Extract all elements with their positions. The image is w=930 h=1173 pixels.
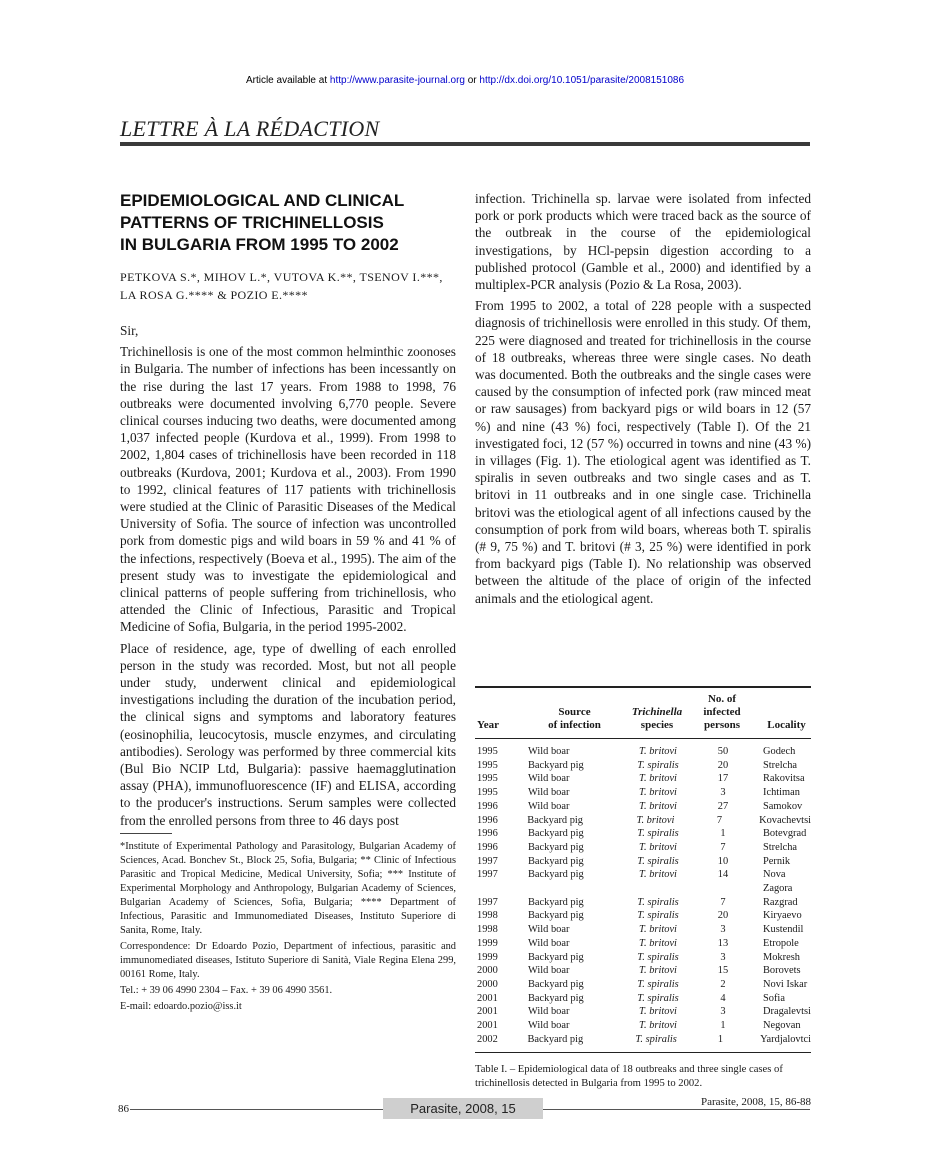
cell-persons: 1	[720, 1020, 726, 1032]
cell-locality: Yardjalovtci	[760, 1033, 811, 1045]
citation: Parasite, 2008, 15, 86-88	[701, 1096, 811, 1108]
header-source: Source of infection	[548, 706, 601, 731]
cell-source: Wild boar	[528, 965, 570, 977]
cell-source: Wild boar	[528, 937, 570, 949]
cell-year: 1999	[477, 951, 498, 963]
footnotes	[120, 840, 456, 1014]
left-column	[120, 190, 456, 1016]
cell-persons: 3	[720, 951, 726, 963]
correspondence-note: Correspondence: Dr Edoardo Pozio, Department of infectious, parasitic and immunomediated diseases, Istituto Superiore di Sanità, Viale Regina Elena 299, 00161 Rome, Italy.	[120, 940, 456, 980]
cell-persons: 20	[717, 759, 729, 771]
cell-species: T. britovi	[639, 787, 677, 799]
table-row	[475, 923, 811, 937]
table-row	[475, 1033, 811, 1047]
cell-year: 1995	[477, 787, 498, 799]
table-row	[475, 745, 811, 759]
cell-source: Backyard pig	[528, 841, 584, 853]
table-row	[475, 978, 811, 992]
header-persons: No. of infected persons	[703, 693, 741, 731]
cell-species: T. britovi	[639, 746, 677, 757]
table-row	[475, 786, 811, 800]
table-row	[475, 964, 811, 978]
cell-locality: Pernik	[763, 855, 791, 867]
cell-source: Wild boar	[528, 773, 570, 785]
section-rubric: LETTRE À LA RÉDACTION	[120, 116, 380, 141]
table-header-rule	[475, 738, 811, 739]
cell-locality: Kustendil	[763, 924, 804, 936]
cell-species: T. spiralis	[637, 896, 679, 908]
table-row	[475, 1005, 811, 1019]
cell-source: Backyard pig	[528, 910, 584, 922]
cell-species: T. spiralis	[637, 910, 679, 922]
cell-species: T. britovi	[639, 965, 677, 977]
right-column	[475, 190, 811, 611]
cell-source: Wild boar	[528, 1006, 570, 1018]
cell-source: Backyard pig	[528, 992, 584, 1004]
cell-year: 1999	[477, 937, 498, 949]
cell-locality: Sofia	[763, 992, 785, 1004]
cell-persons: 15	[717, 965, 729, 977]
cell-locality: Godech	[763, 746, 796, 757]
cell-year: 1996	[477, 814, 498, 826]
table-row	[475, 855, 811, 869]
cell-locality: Razgrad	[763, 896, 798, 908]
affiliations-note: *Institute of Experimental Pathology and Parasitology, Bulgarian Academy of Sciences, Acad. Bonchev St., Block 25, Sofia, Bulgaria; ** Clinic of Infectious Parasitic and Tropical Medicine, Medical University, Sofia; *** Institute of Experimental Morphology and Anthropology, Bulgarian Academy of Sciences, Bulgarian Academy of Sciences, Sofia, Bulgaria; **** Department of Infectious, Parasitic and Immunomediated Diseases, Instituto Superiore di Sanita, Rome, Italy.	[120, 840, 456, 936]
table-1	[475, 686, 811, 1091]
cell-locality: Negovan	[763, 1020, 801, 1032]
salutation: Sir,	[120, 323, 139, 338]
cell-source: Backyard pig	[528, 951, 584, 963]
cell-species: T. britovi	[639, 924, 677, 936]
table-body	[475, 745, 811, 1046]
cell-locality: Botevgrad	[763, 828, 807, 840]
cell-source: Backyard pig	[528, 869, 584, 881]
cell-species: T. spiralis	[637, 992, 679, 1004]
cell-source: Wild boar	[528, 800, 570, 812]
article-title: EPIDEMIOLOGICAL AND CLINICAL PATTERNS OF TRICHINELLOSIS IN BULGARIA FROM 1995 TO 2002	[120, 191, 405, 254]
cell-source: Backyard pig	[528, 896, 584, 908]
cell-source: Backyard pig	[527, 814, 583, 826]
cell-year: 1997	[477, 869, 498, 881]
header-year: Year	[477, 719, 499, 731]
cell-persons: 50	[717, 746, 729, 757]
cell-persons: 10	[717, 855, 729, 867]
cell-year: 2001	[477, 1020, 498, 1032]
table-row	[475, 992, 811, 1006]
rubric-rule	[120, 142, 810, 146]
cell-source: Backyard pig	[528, 978, 584, 990]
cell-persons: 13	[717, 937, 729, 949]
page-number: 86	[118, 1103, 129, 1115]
cell-locality: Dragalevtsi	[763, 1006, 811, 1018]
cell-persons: 14	[717, 869, 729, 881]
doi-link[interactable]: http://dx.doi.org/10.1051/parasite/2008151086	[479, 75, 685, 86]
cell-source: Backyard pig	[528, 828, 584, 840]
journal-box: Parasite, 2008, 15	[383, 1098, 543, 1119]
table-row	[475, 814, 811, 828]
cell-year: 1996	[477, 828, 498, 840]
cell-locality: Etropole	[763, 937, 799, 949]
cell-year: 1998	[477, 924, 498, 936]
cell-species: T. britovi	[636, 814, 675, 826]
cell-species: T. spiralis	[637, 759, 679, 771]
cell-persons: 20	[717, 910, 729, 922]
table-row	[475, 759, 811, 773]
cell-year: 1997	[477, 855, 498, 867]
cell-year: 2001	[477, 1006, 498, 1018]
cell-year: 1998	[477, 910, 498, 922]
header-locality: Locality	[767, 719, 806, 731]
cell-year: 2000	[477, 965, 498, 977]
cell-locality: Samokov	[763, 800, 803, 812]
cell-persons: 3	[720, 924, 726, 936]
cell-persons: 2	[720, 978, 726, 990]
cell-persons: 4	[720, 992, 726, 1004]
cell-persons: 7	[720, 841, 726, 853]
cell-source: Backyard pig	[527, 1033, 584, 1045]
article-body-left	[120, 322, 456, 829]
cell-locality: Novi Iskar	[763, 978, 808, 990]
cell-year: 1997	[477, 896, 498, 908]
cell-source: Wild boar	[528, 1020, 570, 1032]
table-row	[475, 772, 811, 786]
cell-persons: 3	[720, 787, 726, 799]
cell-persons: 17	[717, 773, 729, 785]
table-row	[475, 1019, 811, 1033]
cell-locality: Kiryaevo	[763, 910, 802, 922]
cell-locality: Kovachevtsi	[759, 814, 812, 826]
cell-source: Backyard pig	[528, 855, 584, 867]
cell-year: 1995	[477, 759, 498, 771]
footnote-rule	[120, 833, 172, 834]
table-header-row	[475, 688, 811, 738]
cell-persons: 1	[720, 828, 726, 840]
paragraph-4: From 1995 to 2002, a total of 228 people with a suspected diagnosis of trichinellosis were enrolled in this study. Of them, 225 were diagnosed and treated for trichinellosis in the course of 18 outbreaks, whereas three were single cases. No death was documented. Both the outbreaks and the single cases were caused by the consumption of infected pork (raw minced meat or raw sausages) from backyard pigs or wild boars in 12 (57 %) and nine (43 %) foci, respectively (Table I). Of the 21 investigated foci, 12 (57 %) occurred in towns and nine (43 %) in villages (Fig. 1). The etiological agent was identified as T. spiralis in seven outbreaks and two single cases and as T. britovi in 11 outbreaks and in one single case. Trichinella britovi was the etiological agent of all infections caused by the consumption of pork from wild boars, whereas both T. spiralis (# 9, 75 %) and T. britovi (# 3, 25 %) were identified in pork from backyard pigs (Table I). No relationship was observed between the altitude of the place of origin of the infected animals and the etiological agent.	[475, 298, 811, 606]
cell-source: Wild boar	[528, 746, 570, 757]
cell-year: 2002	[477, 1033, 498, 1045]
cell-persons: 3	[720, 1006, 726, 1018]
cell-year: 2000	[477, 978, 498, 990]
cell-species: T. spiralis	[637, 828, 679, 840]
cell-species: T. spiralis	[637, 855, 679, 867]
cell-source: Wild boar	[528, 924, 570, 936]
journal-link[interactable]: http://www.parasite-journal.org	[329, 75, 465, 86]
cell-year: 1995	[477, 773, 498, 785]
table-row	[475, 909, 811, 923]
cell-species: T. britovi	[639, 773, 677, 785]
cell-locality: Rakovitsa	[763, 773, 805, 785]
cell-year: 1995	[477, 746, 498, 757]
cell-persons: 27	[717, 800, 729, 812]
cell-species: T. britovi	[639, 869, 677, 881]
cell-source: Wild boar	[528, 787, 570, 799]
cell-persons: 7	[720, 896, 726, 908]
table-row	[475, 841, 811, 855]
paragraph-3: infection. Trichinella sp. larvae were isolated from infected pork or pork products which were traced back as the source of the outbreak in the course of the epidemiological investigations, by HCl-pepsin digestion according to a published protocol (Gamble et al., 2000) and identified by a multiplex-PCR analysis (Pozio & La Rosa, 2003).	[475, 191, 811, 293]
cell-source: Backyard pig	[528, 759, 584, 771]
email-note: E-mail: edoardo.pozio@iss.it	[120, 1000, 242, 1012]
cell-species: T. britovi	[639, 800, 677, 812]
cell-year: 1996	[477, 800, 498, 812]
cell-locality: Nova Zagora	[763, 869, 793, 895]
cell-species: T. britovi	[639, 1020, 677, 1032]
table-caption: Table I. – Epidemiological data of 18 outbreaks and three single cases of trichinellosis detected in Bulgaria from 1995 to 2002.	[475, 1064, 783, 1090]
cell-species: T. britovi	[639, 1006, 677, 1018]
header-species: Trichinella species	[631, 706, 683, 731]
author-list: PETKOVA S.*, MIHOV L.*, VUTOVA K.**, TSENOV I.***, LA ROSA G.**** & POZIO E.****	[120, 270, 443, 302]
table-row	[475, 868, 811, 895]
cell-locality: Mokresh	[763, 951, 800, 963]
cell-locality: Strelcha	[763, 759, 798, 771]
table-row	[475, 937, 811, 951]
paragraph-1: Trichinellosis is one of the most common helminthic zoonoses in Bulgaria. The number of infections has been incessantly on the rise during the last 17 years. From 1988 to 1998, 76 outbreaks were documented involving 6,770 people. Severe clinical courses inducing two deaths, were documented among 1,037 infected people (Kurdova et al., 1999). From 1998 to 2002, 1,804 cases of trichinellosis have been recorded in 118 outbreaks (Kurdova, 2001; Kurdova et al., 2003). From 1990 to 1992, clinical features of 117 patients with trichinellosis were studied at the Clinic of Parasitic Diseases of the Medical University of Sofia. The source of infection was uncontrolled pork from domestic pigs and wild boars in 59 % and 41 % of the infections, respectively (Boeva et al., 1995). The aim of the present study was to investigate the epidemiological and clinical patterns of people suffering from trichinellosis, who attended the Clinic of Infectious, Parasitic and Tropical Medicine of Sofia, Bulgaria, in the period 1995-2002.	[120, 344, 456, 635]
cell-locality: Strelcha	[763, 841, 798, 853]
cell-locality: Borovets	[763, 965, 801, 977]
table-row	[475, 896, 811, 910]
table-row	[475, 827, 811, 841]
cell-species: T. britovi	[639, 841, 677, 853]
cell-species: T. spiralis	[635, 1033, 677, 1045]
availability-line: Article available at http://www.parasite-journal.org or http://dx.doi.org/10.1051/parasite/2008151086	[245, 75, 685, 86]
table-row	[475, 951, 811, 965]
table-row	[475, 800, 811, 814]
phone-note: Tel.: + 39 06 4990 2304 – Fax. + 39 06 4990 3561.	[120, 984, 333, 996]
cell-species: T. spiralis	[637, 951, 679, 963]
paragraph-2: Place of residence, age, type of dwelling of each enrolled person in the study was recorded. Most, but not all people under study, underwent clinical and epidemiological investigations including the duration of the incubation period, the clinical signs and symptoms and laboratory features (eosinophilia, leucocytosis, muscle enzymes, and circulating antibodies). Serology was performed by three commercial kits (Bul Bio NCIP Ltd, Bulgaria): passive haemagglutination assay (PHA), immunofluorescence (IF) and ELISA, according to the producer's instructions. Serum samples were collected from the enrolled persons from three to 46 days post	[120, 640, 456, 828]
cell-persons: 1	[717, 1033, 724, 1045]
table-bottom-rule	[475, 1052, 811, 1053]
article-body-right	[475, 190, 811, 607]
cell-species: T. spiralis	[637, 978, 679, 990]
cell-species: T. britovi	[639, 937, 677, 949]
cell-persons: 7	[716, 814, 723, 826]
cell-year: 1996	[477, 841, 498, 853]
cell-locality: Ichtiman	[763, 787, 800, 799]
cell-year: 2001	[477, 992, 498, 1004]
